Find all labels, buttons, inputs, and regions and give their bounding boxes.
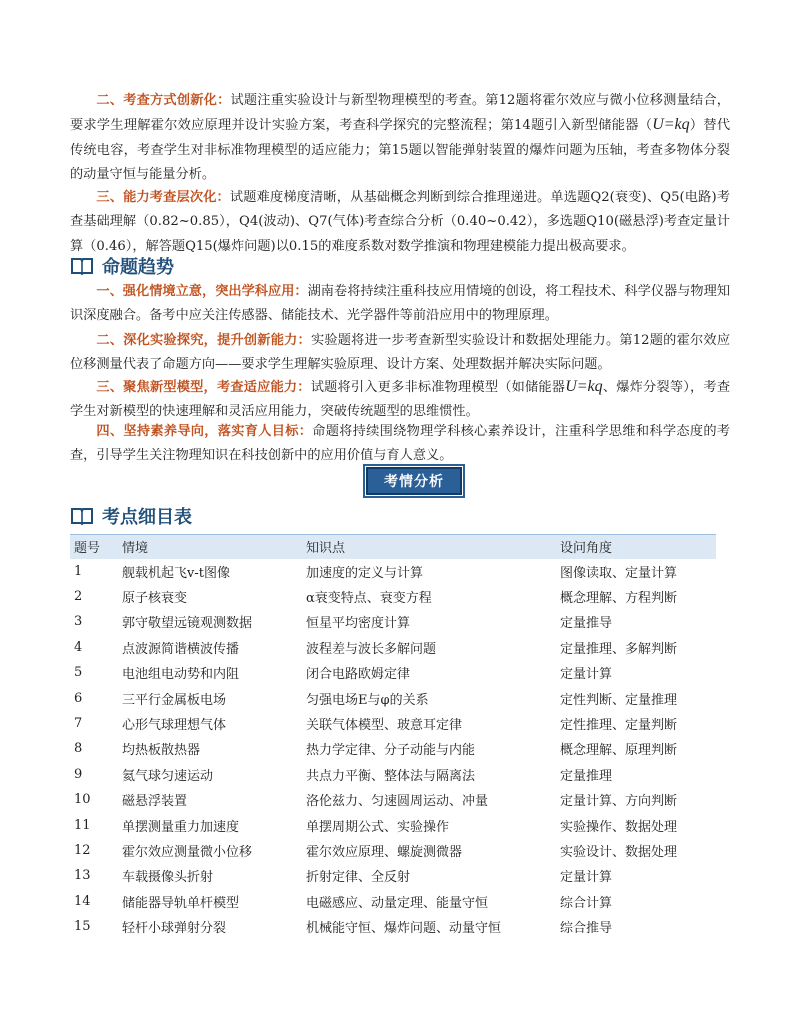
cell-angle: 综合计算 <box>560 895 613 911</box>
cell-angle: 定量推理、多解判断 <box>560 641 678 657</box>
table-row <box>70 787 716 812</box>
section-heading-table <box>70 503 192 529</box>
cell-number: 7 <box>74 716 83 732</box>
cell-scenario: 电池组电动势和内阻 <box>122 667 240 683</box>
paragraph-heading: 二、考查方式创新化： <box>96 93 231 108</box>
paragraph-text: 试题难度梯度清晰，从基础概念判断到综合推理递进。单选题Q2(衰变)、Q5(电路)考查基础理解（0.82~0.85），Q4(波动)、Q7(气体)考查综合分析（0.40~0.42），多选题Q10(磁悬浮)考查定量计算（0.46），解答题Q15(爆炸问题)以0.15的难度系数对数学推演和物理建模能力提出极高要求。 <box>70 190 731 254</box>
cell-scenario: 轻杆小球弹射分裂 <box>122 921 227 937</box>
cell-angle: 定量推理 <box>560 768 613 784</box>
table-row <box>70 584 716 609</box>
banner-label: 考情分析 <box>384 474 444 490</box>
trend-item-3 <box>70 375 730 425</box>
cell-angle: 综合推导 <box>560 921 613 937</box>
cell-knowledge: α衰变特点、衰变方程 <box>306 591 432 607</box>
section-title: 考点细目表 <box>102 507 192 528</box>
cell-knowledge: 共点力平衡、整体法与隔离法 <box>306 768 476 784</box>
cell-angle: 实验设计、数据处理 <box>560 844 678 860</box>
table-row <box>70 635 716 660</box>
trend-text: 、爆炸分裂等），考查学生对新模型的快速理解和灵活应用能力，突破传统题型的思维惯性。 <box>70 380 730 420</box>
cell-angle: 图像读取、定量计算 <box>560 565 678 581</box>
trend-item-2 <box>70 329 730 378</box>
cell-scenario: 氦气球匀速运动 <box>122 768 214 784</box>
trend-heading: 二、深化实验探究，提升创新能力： <box>96 333 311 348</box>
table-row <box>70 559 716 584</box>
cell-angle: 定量计算 <box>560 667 613 683</box>
cell-number: 11 <box>74 817 91 833</box>
cell-angle: 定量推导 <box>560 616 613 632</box>
paragraph-method-innovation <box>70 89 730 188</box>
cell-knowledge: 单摆周期公式、实验操作 <box>306 819 450 835</box>
paragraph-ability-levels <box>70 186 730 259</box>
trend-heading: 四、坚持素养导向，落实育人目标： <box>96 424 313 439</box>
paragraph-heading: 三、能力考查层次化： <box>96 190 230 205</box>
table-row <box>70 812 716 837</box>
cell-knowledge: 机械能守恒、爆炸问题、动量守恒 <box>306 921 502 937</box>
cell-knowledge: 电磁感应、动量定理、能量守恒 <box>306 895 489 911</box>
cell-number: 14 <box>74 893 91 909</box>
trend-text: 试题将引入更多非标准物理模型（如储能器 <box>310 380 566 395</box>
column-header: 设问角度 <box>560 541 613 557</box>
cell-angle: 定量计算、方向判断 <box>560 794 678 810</box>
cell-number: 10 <box>74 792 91 808</box>
table-row <box>70 838 716 863</box>
cell-scenario: 舰载机起飞v-t图像 <box>122 565 230 581</box>
cell-number: 9 <box>74 766 83 782</box>
cell-angle: 概念理解、原理判断 <box>560 743 678 759</box>
trend-text: 湖南卷将持续注重科技应用情境的创设，将工程技术、科学仪器与物理知识深度融合。备考中应关注传感器、储能技术、光学器件等前沿应用中的物理原理。 <box>70 284 731 324</box>
cell-knowledge: 恒星平均密度计算 <box>306 616 411 632</box>
cell-knowledge: 匀强电场E与φ的关系 <box>306 692 429 708</box>
cell-angle: 定性判断、定量推理 <box>560 692 678 708</box>
trend-heading: 一、强化情境立意，突出学科应用： <box>96 284 308 299</box>
table-row <box>70 914 716 939</box>
cell-number: 1 <box>74 563 83 579</box>
cell-number: 8 <box>74 741 83 757</box>
cell-scenario: 心形气球理想气体 <box>122 718 227 734</box>
cell-scenario: 储能器导轨单杆模型 <box>122 895 240 911</box>
cell-number: 4 <box>74 639 83 655</box>
cell-knowledge: 折射定律、全反射 <box>306 870 411 886</box>
table-row <box>70 863 716 888</box>
cell-number: 6 <box>74 690 83 706</box>
cell-knowledge: 霍尔效应原理、螺旋测微器 <box>306 844 463 860</box>
cell-scenario: 单摆测量重力加速度 <box>122 819 240 835</box>
cell-number: 2 <box>74 589 83 605</box>
cell-knowledge: 加速度的定义与计算 <box>306 565 424 581</box>
table-row <box>70 685 716 710</box>
cell-knowledge: 波程差与波长多解问题 <box>306 641 437 657</box>
table-body <box>70 559 716 940</box>
trend-heading: 三、聚焦新型模型，考查适应能力： <box>96 380 311 395</box>
trend-text: 命题将持续围绕物理学科核心素养设计，注重科学思维和科学态度的考查，引导学生关注物理知识在科技创新中的应用价值与育人意义。 <box>70 424 731 464</box>
cell-knowledge: 闭合电路欧姆定律 <box>306 667 411 683</box>
section-title: 命题趋势 <box>102 257 174 278</box>
book-icon <box>70 256 94 276</box>
cell-number: 12 <box>74 842 91 858</box>
banner-exam-analysis <box>366 467 462 495</box>
cell-scenario: 原子核衰变 <box>122 591 188 607</box>
cell-knowledge: 热力学定律、分子动能与内能 <box>306 743 476 759</box>
table-row <box>70 711 716 736</box>
cell-number: 3 <box>74 614 83 630</box>
cell-scenario: 点波源简谐横波传播 <box>122 641 240 657</box>
column-header: 题号 <box>74 541 101 557</box>
trend-text: 实验题将进一步考查新型实验设计和数据处理能力。第12题的霍尔效应位移测量代表了命题方向——要求学生理解实验原理、设计方案、处理数据并解决实际问题。 <box>70 333 731 373</box>
cell-angle: 概念理解、方程判断 <box>560 591 678 607</box>
formula: U=kq <box>565 378 603 395</box>
trend-item-4 <box>70 420 730 469</box>
table-row <box>70 660 716 685</box>
trend-item-1 <box>70 280 730 329</box>
paragraph-text: ）替代传统电容，考查学生对非标准物理模型的适应能力；第15题以智能弹射装置的爆炸问题为压轴，考查多物体分裂的动量守恒与能量分析。 <box>70 118 731 183</box>
table-row <box>70 762 716 787</box>
table-row <box>70 609 716 634</box>
cell-knowledge: 洛伦兹力、匀速圆周运动、冲量 <box>306 794 489 810</box>
section-heading-trends <box>70 253 174 279</box>
cell-scenario: 郭守敬望远镜观测数据 <box>122 616 253 632</box>
table-row <box>70 889 716 914</box>
cell-angle: 定量计算 <box>560 870 613 886</box>
cell-scenario: 均热板散热器 <box>122 743 201 759</box>
exam-points-table <box>70 534 716 939</box>
cell-scenario: 三平行金属板电场 <box>122 692 227 708</box>
cell-angle: 定性推理、定量判断 <box>560 718 678 734</box>
column-header: 情境 <box>122 541 149 557</box>
cell-angle: 实验操作、数据处理 <box>560 819 678 835</box>
formula: U=kq <box>652 116 690 134</box>
table-row <box>70 736 716 761</box>
cell-number: 13 <box>74 868 91 884</box>
cell-scenario: 磁悬浮装置 <box>122 794 188 810</box>
cell-scenario: 车载摄像头折射 <box>122 870 214 886</box>
cell-number: 5 <box>74 665 83 681</box>
cell-number: 15 <box>74 919 91 935</box>
cell-knowledge: 关联气体模型、玻意耳定律 <box>306 718 463 734</box>
table-header-row <box>70 535 716 559</box>
paragraph-text: 试题注重实验设计与新型物理模型的考查。第12题将霍尔效应与微小位移测量结合，要求学生理解霍尔效应原理并设计实验方案，考查科学探究的完整流程；第14题引入新型储能器（ <box>70 93 730 134</box>
column-header: 知识点 <box>306 541 346 557</box>
cell-scenario: 霍尔效应测量微小位移 <box>122 844 253 860</box>
book-icon <box>70 506 94 526</box>
